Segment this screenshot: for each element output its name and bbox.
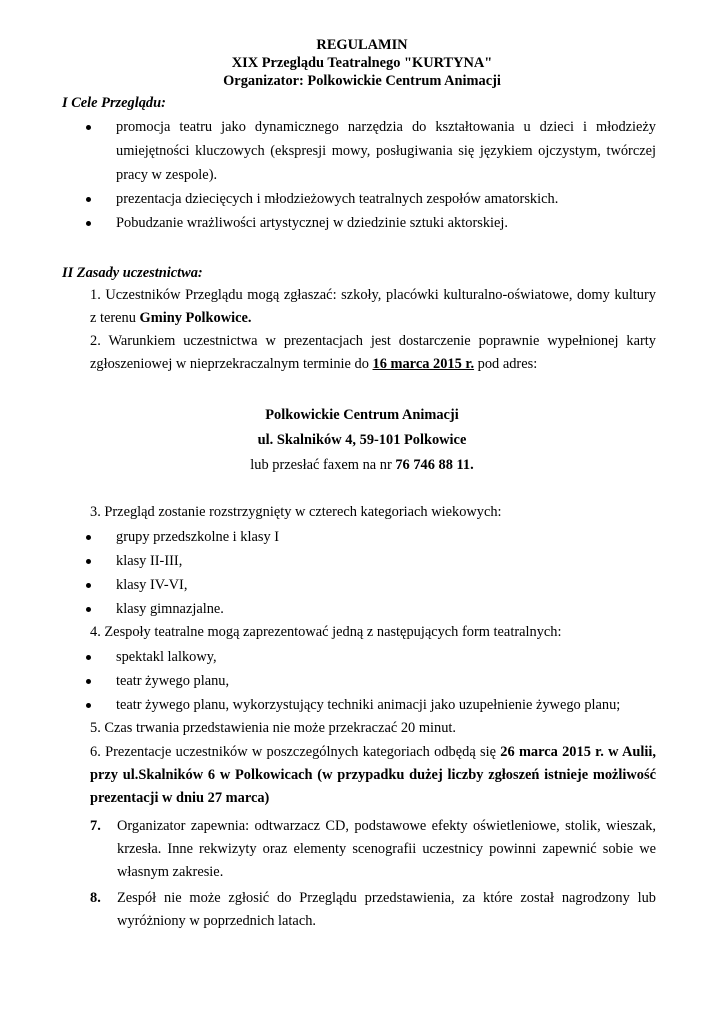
rule-6 — [90, 741, 656, 810]
list-item-text: teatr żywego planu, — [116, 673, 230, 689]
fax-text: lub przesłać faxem na nr — [250, 457, 396, 473]
list-item-text: klasy gimnazjalne. — [116, 601, 224, 617]
list-item — [86, 211, 656, 235]
section-goals-heading: I Cele Przeglądu: — [62, 95, 166, 111]
rule-7-text: Organizator zapewnia: odtwarzacz CD, podstawowe efekty oświetleniowe, stolik, wieszak, krzesła. Inne rekwizyty oraz elementy scenografii uczestnicy powinni zapewnić sobie we własnym zakresie. — [117, 818, 656, 880]
list-item-text: prezentacja dziecięcych i młodzieżowych teatralnych zespołów amatorskich. — [116, 191, 559, 207]
rule-1-gmina: Gminy Polkowice. — [139, 310, 252, 326]
bullet-icon — [86, 535, 91, 540]
bullet-icon — [86, 559, 91, 564]
rule-8 — [90, 887, 656, 933]
rule-2 — [90, 330, 656, 376]
rule-6-text: 6. Prezentacje uczestników w poszczególnych kategoriach odbędą się — [90, 744, 501, 760]
bullet-icon — [86, 607, 91, 612]
address-name: Polkowickie Centrum Animacji — [265, 407, 459, 423]
doc-title: REGULAMIN — [316, 37, 408, 53]
list-item — [86, 549, 656, 573]
list-item-text: klasy II-III, — [116, 553, 183, 569]
numbered-item — [90, 815, 656, 884]
goals-list — [86, 115, 656, 235]
bullet-icon — [86, 583, 91, 588]
rule-5: 5. Czas trwania przedstawienia nie może przekraczać 20 minut. — [90, 720, 456, 736]
item-number: 8. — [90, 890, 101, 906]
bullet-icon — [86, 655, 91, 660]
rule-3: 3. Przegląd zostanie rozstrzygnięty w czterech kategoriach wiekowych: — [90, 504, 502, 520]
list-item — [86, 693, 656, 717]
list-item-text: spektakl lalkowy, — [116, 649, 217, 665]
list-item — [86, 573, 656, 597]
section-rules-heading: II Zasady uczestnictwa: — [62, 265, 203, 281]
list-item-text: Pobudzanie wrażliwości artystycznej w dziedzinie sztuki aktorskiej. — [116, 215, 509, 231]
categories-list — [86, 525, 656, 621]
doc-subtitle: XIX Przeglądu Teatralnego "KURTYNA" — [231, 55, 493, 71]
bullet-icon — [86, 703, 91, 708]
rule-1-text: 1. Uczestników Przeglądu mogą zgłaszać: szkoły, placówki kulturalno-oświatowe, domy kultury z terenu — [90, 287, 656, 326]
fax-line — [0, 453, 724, 478]
bullet-icon — [86, 221, 91, 226]
list-item — [86, 187, 656, 211]
rule-7 — [90, 815, 656, 884]
numbered-item — [90, 887, 656, 933]
list-item — [86, 115, 656, 187]
list-item-text: grupy przedszkolne i klasy I — [116, 529, 280, 545]
forms-list — [86, 645, 656, 717]
bullet-icon — [86, 197, 91, 202]
list-item-text: klasy IV-VI, — [116, 577, 188, 593]
rule-6-details: 26 marca 2015 r. w Aulii, przy ul.Skalników 6 w Polkowicach (w przypadku dużej liczby zgłoszeń istnieje możliwość prezentacji w dniu 27 marca) — [90, 744, 656, 806]
rule-1 — [90, 284, 656, 330]
list-item — [86, 597, 656, 621]
rule-2-deadline: 16 marca 2015 r. — [372, 356, 475, 372]
rule-8-text: Zespół nie może zgłosić do Przeglądu przedstawienia, za które został nagrodzony lub wyróżniony w poprzednich latach. — [117, 890, 656, 929]
list-item — [86, 669, 656, 693]
rule-4: 4. Zespoły teatralne mogą zaprezentować jedną z następujących form teatralnych: — [90, 624, 562, 640]
list-item-text: promocja teatru jako dynamicznego narzędzia do kształtowania u dzieci i młodzieży umiejętności kluczowych (ekspresji mowy, posługiwania się językiem ojczystym, twórczej pracy w zespole). — [116, 119, 656, 183]
rule-2-end: pod adres: — [474, 356, 538, 372]
list-item — [86, 525, 656, 549]
list-item — [86, 645, 656, 669]
list-item-text: teatr żywego planu, wykorzystujący techniki animacji jako uzupełnienie żywego planu; — [116, 697, 621, 713]
doc-organizer: Organizator: Polkowickie Centrum Animacji — [223, 73, 501, 89]
bullet-icon — [86, 125, 91, 130]
fax-number: 76 746 88 11. — [395, 457, 474, 473]
address-street: ul. Skalników 4, 59-101 Polkowice — [257, 432, 467, 448]
bullet-icon — [86, 679, 91, 684]
rule-2-text: 2. Warunkiem uczestnictwa w prezentacjach jest dostarczenie poprawnie wypełnionej karty zgłoszeniowej w nieprzekraczalnym terminie do — [90, 333, 656, 372]
item-number: 7. — [90, 818, 101, 834]
